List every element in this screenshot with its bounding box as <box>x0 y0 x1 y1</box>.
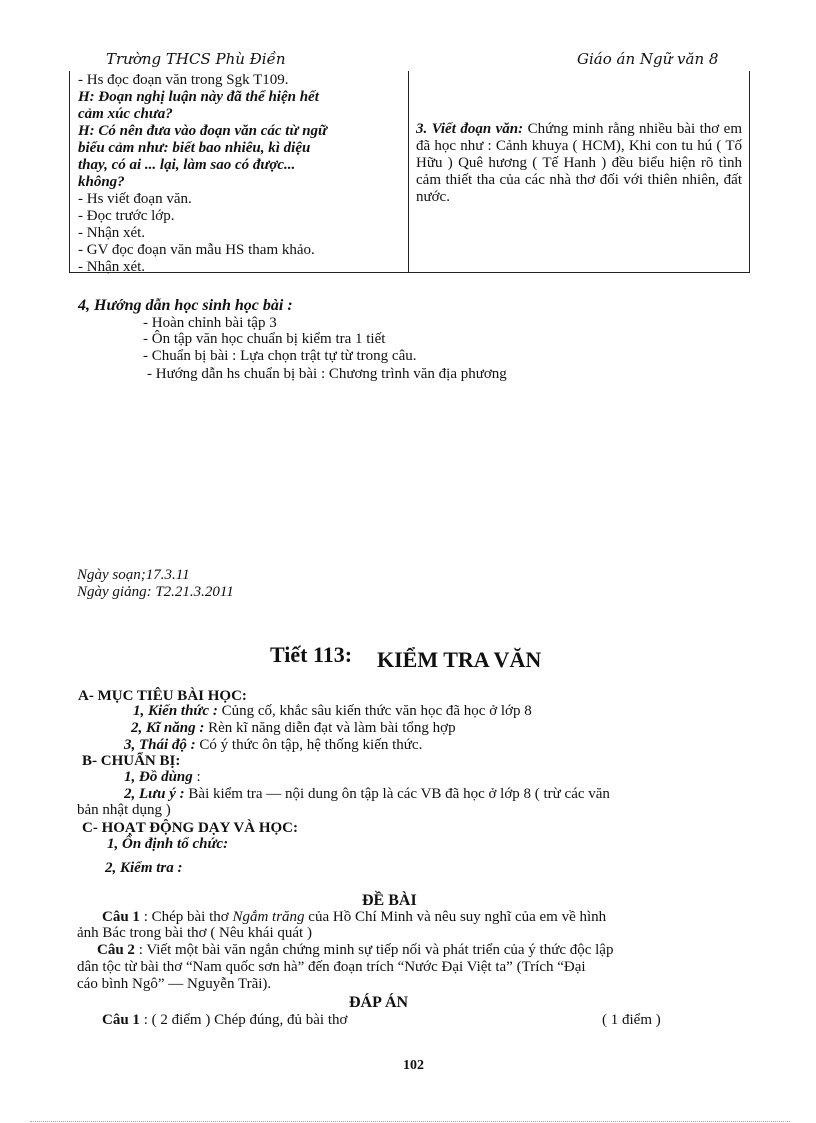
table-left-line: - GV đọc đoạn văn mẫu HS tham khảo. <box>78 242 315 258</box>
activity-item: 2, Kiểm tra : <box>105 860 183 876</box>
prep-label: 1, Đồ dùng <box>124 769 193 785</box>
activity-item: 1, Ổn định tổ chức: <box>107 836 229 852</box>
answer-label: Câu 1 <box>102 1012 140 1028</box>
objective-text: Có ý thức ôn tập, hệ thống kiến thức. <box>199 737 423 753</box>
table-left-line: không? <box>78 174 125 190</box>
prep-text: : <box>196 769 201 785</box>
column-divider <box>408 71 409 272</box>
objective-text: Củng cố, khắc sâu kiến thức văn học đã học ở lớp 8 <box>221 703 532 719</box>
prep-label: 2, Lưu ý : <box>124 786 185 802</box>
question-label: Câu 2 <box>97 942 135 958</box>
objective-label: 3, Thái độ : <box>124 737 196 753</box>
answer-points: ( 1 điểm ) <box>602 1012 661 1028</box>
guide-item: - Hướng dẫn hs chuẩn bị bài : Chương trình văn địa phương <box>147 366 507 382</box>
subject-name: Giáo án Ngữ văn 8 <box>577 50 719 68</box>
question-text: ảnh Bác trong bài thơ ( Nêu khái quát ) <box>77 925 312 941</box>
table-left-line: H: Có nên đưa vào đoạn văn các từ ngữ <box>78 123 328 139</box>
question-text: dân tộc từ bài thơ “Nam quốc sơn hà” đến đoạn trích “Nước Đại Việt ta” (Trích “Đại <box>77 959 586 975</box>
table-left-line: H: Đoạn nghị luận này đã thể hiện hết <box>78 89 319 105</box>
objective-label: 2, Kĩ năng : <box>131 720 205 736</box>
table-left-line: biểu cảm như: biết bao nhiêu, kì diệu <box>78 140 311 156</box>
question-text: : Viết một bài văn ngắn chứng minh sự tiếp nối và phát triển của ý thức độc lập <box>138 942 614 958</box>
right-heading: 3. Viết đoạn văn: <box>416 121 524 137</box>
table-left-line: - Hs viết đoạn văn. <box>78 191 192 207</box>
date-giang: Ngày giảng: T2.21.3.2011 <box>77 584 234 600</box>
guide-item: - Hoàn chỉnh bài tập 3 <box>143 315 277 331</box>
answer-text: : ( 2 điểm ) Chép đúng, đủ bài thơ <box>143 1012 348 1028</box>
page-title: KIỂM TRA VĂN <box>377 647 542 672</box>
guide-item: - Chuẩn bị bài : Lựa chọn trật tự từ trong câu. <box>143 348 417 364</box>
answer-heading: ĐÁP ÁN <box>349 994 409 1011</box>
table-left-line: - Hs đọc đoạn văn trong Sgk T109. <box>78 72 289 88</box>
prep-text: Bài kiểm tra — nội dung ôn tập là các VB đã học ở lớp 8 ( trừ các văn <box>188 786 610 802</box>
objective-text: Rèn kĩ năng diễn đạt và làm bài tổng hợp <box>208 720 456 736</box>
table-right-column <box>416 121 742 206</box>
section-b-heading: B- CHUẨN BỊ: <box>82 753 181 769</box>
question-text: cáo bình Ngô” — Nguyễn Trãi). <box>77 976 272 992</box>
page-number: 102 <box>403 1058 424 1073</box>
lesson-table <box>69 71 750 273</box>
table-left-line: cảm xúc chưa? <box>78 106 173 122</box>
guide-item: - Ôn tập văn học chuẩn bị kiểm tra 1 tiết <box>143 331 386 347</box>
section-c-heading: C- HOẠT ĐỘNG DẠY VÀ HỌC: <box>82 820 298 836</box>
footer-divider <box>30 1121 790 1122</box>
objective-label: 1, Kiến thức : <box>133 703 218 719</box>
right-text: Chứng minh rằng nhiều bài thơ em đã học như : Cảnh khuya ( HCM), Khi con tu hú ( Tố Hữu ) Quê hương ( Tế Hanh ) đều biểu hiện rõ tình cảm thiết tha của các nhà thơ đối với thiên nhiên, đất nước. <box>416 121 742 205</box>
table-left-line: - Nhận xét. <box>78 225 146 241</box>
date-soan: Ngày soạn;17.3.11 <box>77 567 190 583</box>
section-a-heading: A- MỤC TIÊU BÀI HỌC: <box>78 688 247 704</box>
exam-heading: ĐỀ BÀI <box>362 892 417 909</box>
table-left-line: thay, có ai ... lại, làm sao có được... <box>78 157 296 173</box>
guide-heading: 4, Hướng dẫn học sinh học bài : <box>78 297 293 314</box>
table-left-line: - Đọc trước lớp. <box>78 208 175 224</box>
poem-title: Ngắm trăng <box>232 909 305 925</box>
table-left-column <box>78 72 404 276</box>
question-label: Câu 1 <box>102 909 140 925</box>
table-left-line: - Nhận xét. <box>78 259 146 275</box>
question-text: của Hồ Chí Minh và nêu suy nghĩ của em về hình <box>308 909 607 925</box>
question-text: : Chép bài thơ <box>143 909 229 925</box>
prep-text: bản nhật dụng ) <box>77 802 171 818</box>
lesson-number: Tiết 113: <box>270 642 353 667</box>
school-name: Trường THCS Phù Điền <box>106 50 286 68</box>
